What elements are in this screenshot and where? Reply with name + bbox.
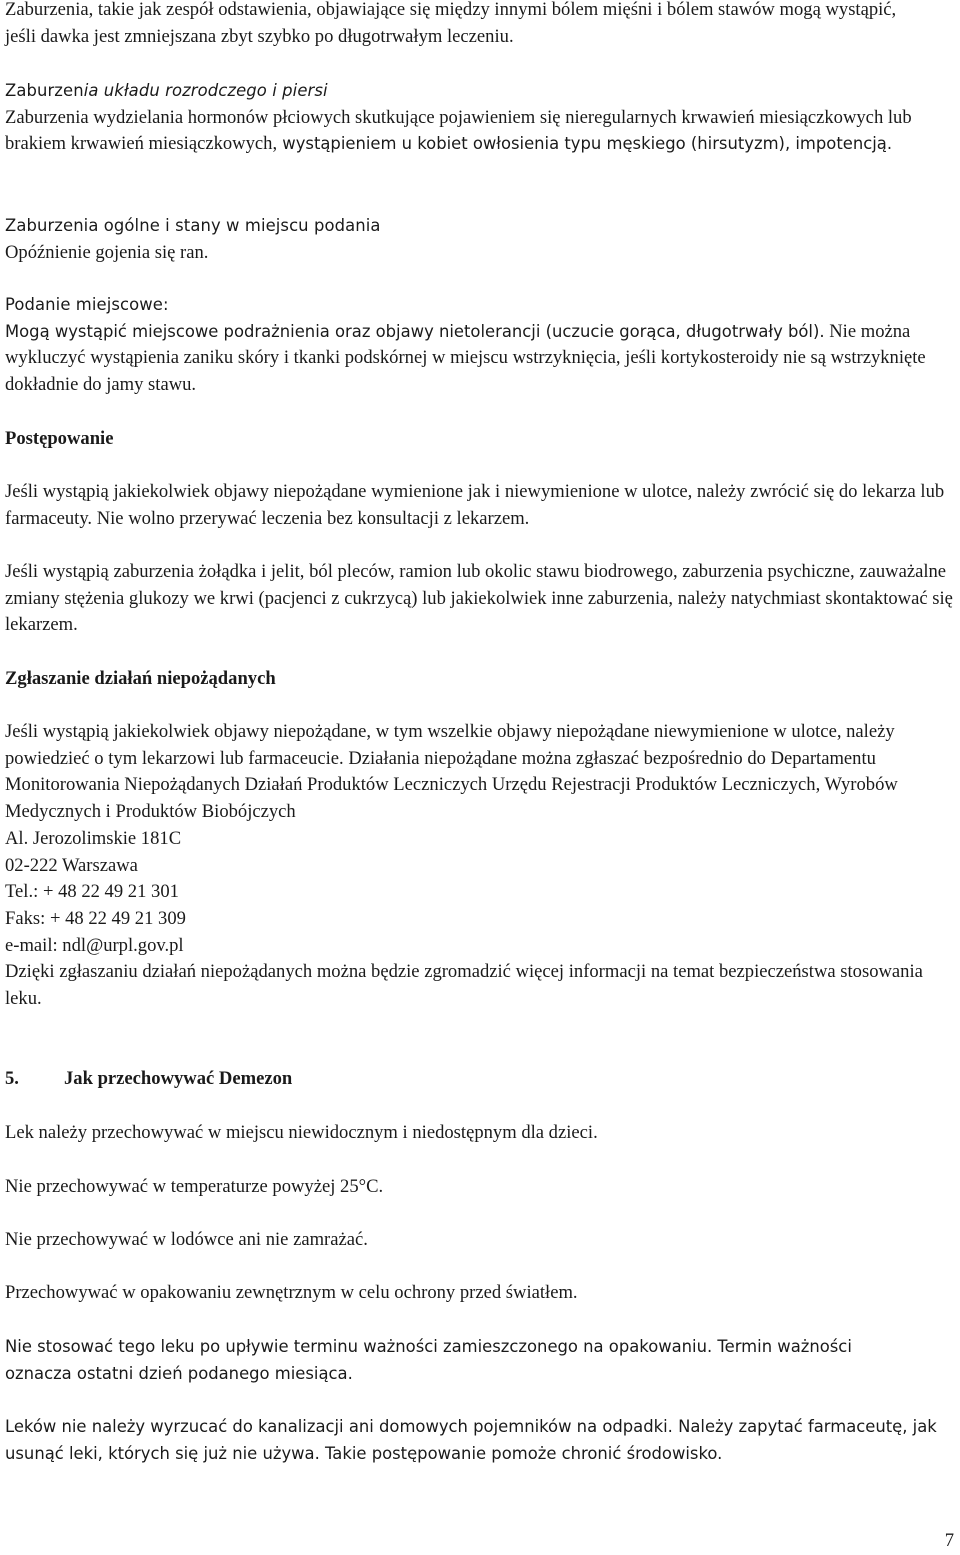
storage-item-3: Nie przechowywać w lodówce ani nie zamrażać.	[5, 1229, 368, 1250]
storage-item-2: Nie przechowywać w temperaturze powyżej 25°C.	[5, 1176, 384, 1197]
section-5-title: Jak przechowywać Demezon	[64, 1068, 293, 1089]
storage-item-1: Lek należy przechowywać w miejscu niewidocznym i niedostępnym dla dzieci.	[5, 1122, 598, 1143]
fax: Faks: + 48 22 49 21 309	[5, 907, 186, 929]
address-line-1: Al. Jerozolimskie 181C	[5, 827, 182, 849]
title-part-a: Zaburzen	[5, 81, 84, 100]
reporting-block	[5, 719, 955, 1013]
section-general-body: Opóźnienie gojenia się ran.	[5, 241, 209, 263]
page-number: 7	[944, 1530, 954, 1551]
section-reproductive-body	[5, 105, 955, 158]
telephone: Tel.: + 48 22 49 21 301	[5, 881, 179, 903]
section-general	[5, 213, 955, 266]
heading-reporting: Zgłaszanie działań niepożądanych	[5, 668, 276, 689]
conduct-paragraph-2: Jeśli wystąpią zaburzenia żołądka i jelit, ból pleców, ramion lub okolic stawu biodrowego, zaburzenia psychiczne, zauważalne zmiany stężenia glukozy we krwi (pacjenci z cukrzycą) lub jakiekolwiek inne zaburzenia, należy natychmiast skontaktować się lekarzem.	[5, 561, 953, 636]
reporting-paragraph-2: Dzięki zgłaszaniu działań niepożądanych można będzie zgromadzić więcej informacji na temat bezpieczeństwa stosowania leku.	[5, 961, 923, 1010]
section-local-title: Podanie miejscowe:	[5, 295, 169, 314]
section-local	[5, 292, 955, 399]
heading-section-5	[5, 1066, 292, 1093]
section-general-title: Zaburzenia ogólne i stany w miejscu podania	[5, 216, 381, 235]
local-body-part-b: Nie można wykluczyć wystąpienia zaniku skóry i tkanki podskórnej w miejscu wstrzyknięcia, jeśli kortykosteroidy nie są wstrzyknięte dokładnie do jamy stawu.	[5, 320, 926, 396]
reporting-paragraph-1: Jeśli wystąpią jakiekolwiek objawy niepożądane, w tym wszelkie objawy niepożądane niewymienione w ulotce, należy powiedzieć o tym lekarzowi lub farmaceucie. Działania niepożądane można zgłaszać bezpośrednio do Departamentu Monitorowania Niepożądanych Działań Produktów Leczniczych Urzędu Rejestracji Produktów Leczniczych, Wyrobów Medycznych i Produktów Biobójczych	[5, 721, 898, 823]
section-reproductive-title	[5, 78, 955, 105]
address-line-2: 02-222 Warszawa	[5, 854, 138, 876]
section-5-number: 5.	[5, 1068, 19, 1089]
title-part-b: ia układu rozrodczego i piersi	[83, 81, 328, 100]
disposal-paragraph: Leków nie należy wyrzucać do kanalizacji ani domowych pojemników na odpadki. Należy zapytać farmaceutę, jak usunąć leki, których się już nie używa. Takie postępowanie pomoże chronić środowisko.	[5, 1417, 937, 1463]
body-part-a: Zaburzenia wydzielania hormonów płciowych skutkujące pojawieniem się nieregularnych krwawień miesiączkowych lub brakiem krwawień miesiączkowych,	[5, 106, 912, 155]
section-reproductive	[5, 78, 955, 158]
body-part-b: wystąpieniem u kobiet owłosienia typu męskiego (hirsutyzm), impotencją.	[277, 134, 893, 154]
conduct-paragraph-1: Jeśli wystąpią jakiekolwiek objawy niepożądane wymienione jak i niewymienione w ulotce, należy zwrócić się do lekarza lub farmaceuty. Nie wolno przerywać leczenia bez konsultacji z lekarzem.	[5, 481, 945, 529]
storage-item-4: Przechowywać w opakowaniu zewnętrznym w celu ochrony przed światłem.	[5, 1282, 578, 1303]
section-local-body	[5, 319, 955, 399]
withdrawal-paragraph: Zaburzenia, takie jak zespół odstawienia, objawiające się między innymi bólem mięśni i bólem stawów mogą wystąpić, jeśli dawka jest zmniejszana zbyt szybko po długotrwałym leczeniu.	[5, 0, 897, 47]
email: e-mail: ndl@urpl.gov.pl	[5, 934, 184, 956]
expiry-paragraph: Nie stosować tego leku po upływie terminu ważności zamieszczonego na opakowaniu. Termin ważności oznacza ostatni dzień podanego miesiąca.	[5, 1337, 852, 1383]
local-body-part-a: Mogą wystąpić miejscowe podrażnienia oraz objawy nietolerancji (uczucie gorąca, długotrwały ból).	[5, 321, 825, 341]
heading-conduct: Postępowanie	[5, 428, 114, 449]
